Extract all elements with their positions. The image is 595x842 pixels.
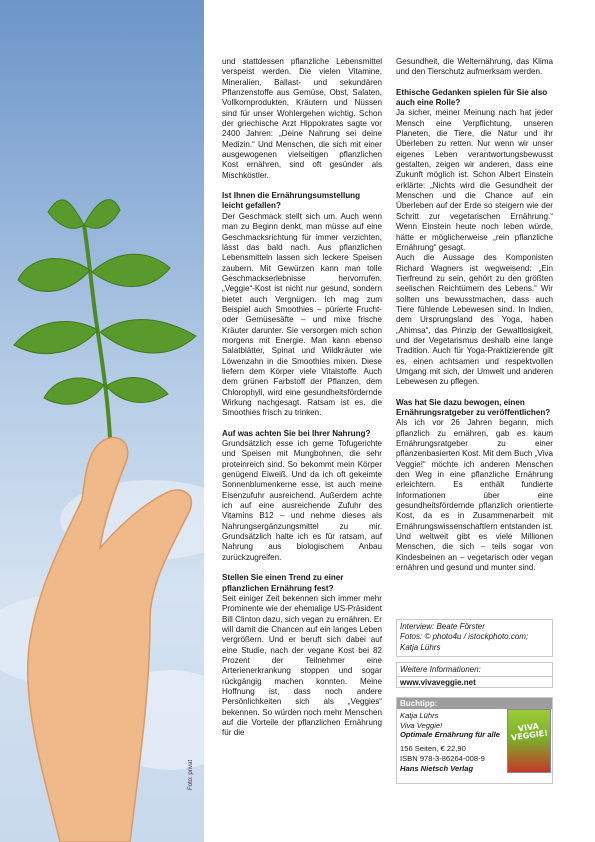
section-heading: Ethische Gedanken spielen für Sie also auch eine Rolle? — [396, 87, 548, 108]
photo-credit: Foto: privat — [188, 759, 194, 790]
article-column-left — [222, 57, 382, 739]
book-subtitle: Optimale Ernährung für alle — [400, 730, 501, 740]
photo-credits: Fotos: © photo4u / istockphoto.com; — [400, 632, 529, 642]
hero-photo — [0, 0, 204, 842]
book-tip-box — [396, 697, 553, 784]
book-cover-image — [507, 709, 551, 773]
paragraph: Gesundheit, die Welternährung, das Klima und den Tierschutz aufmerksam werden. — [396, 57, 553, 77]
paragraph: und stattdessen pflanzliche Lebensmittel verspeist werden. Die vielen Vitamine, Mineralien, Ballast- und sekundären Pflanzenstoffe aus Gemüse, Obst, Salaten, Vollkornprodukten, Kräutern und Nüssen sind für unser Wohlergehen wichtig. Schon der griechische Arzt Hippokrates sagte vor 2400 Jahren: „Deine Nahrung sei deine Medizin.“ Und Menschen, die sich mit einer ausgewogenen vielseitigen pflanzlichen Kost ernähren, sind oft gesünder als Mischköstler. — [222, 57, 382, 180]
paragraph: Auch die Aussage des Komponisten Richard Wagners ist wegweisend: „Ein Tierfreund zu sein, gehört zu den größten seelischen Reichtümern des Lebens.“ Wir sollten uns bewusstmachen, dass auch Tiere fühlende Lebewesen sind. In Indien, dem Ursprungsland des Yoga, haben „Ahimsa“, das Prinzip der Gewaltlosigkeit, und der Vegetarismus deshalb eine lange Tradition. Auch für Yoga-Praktizierende gilt es, einen achtsamen und respektvollen Umgang mit sich, der Umwelt und anderen Lebewesen zu pflegen. — [396, 253, 553, 387]
book-publisher: Hans Nietsch Verlag — [400, 763, 474, 773]
paragraph: Als ich vor 26 Jahren begann, mich pflanzlich zu ernähren, gab es kaum Ernährungsratgeber zu einer pflanzenbasierten Kost. Mit dem Buch „Viva Veggie!“ möchte ich anderen Menschen den Weg in eine pflanzliche Ernährung erleichtern. Es enthält fundierte Informationen über eine gesundheitsfördernde pflanzlich orientierte Kost, da es in Zusammenarbeit mit Ernährungswissenschaftlern entstanden ist. Und weltweit gibt es viele Millionen Menschen, die sich – teils sogar von Kindesbeinen an – vegetarisch oder vegan ernähren und gesund und munter sind. — [396, 418, 553, 573]
paragraph: Der Geschmack stellt sich um. Auch wenn man zu Beginn denkt, man müsse auf eine Geschmacksrichtung für immer verzichten, lässt das bald nach. Aus pflanzlichen Lebensmitteln lassen sich leckere Speisen zaubern. Mit Gewürzen kann man tolle Geschmackserlebnisse hervorrufen. „Veggie“-Kost ist nicht nur gesund, sondern bietet auch Vergnügen. Ich mag zum Beispiel auch Smoothies – pürierte Frucht- oder Gemüsesäfte – und mixe frische Kräuter darunter. Sie versorgen mich schon morgens mit Energie. Man kann ebenso Salatblätter, Spinat und Wildkräuter wie Löwenzahn in die Smoothies mixen. Diese liefern dem Körper viele Vitalstoffe. Auch dem grünen Farbstoff der Pflanzen, dem Chlorophyll, wird eine gesundheitsfördernde Wirkung nachgesagt. Ratsam ist es, die Smoothies frisch zu trinken. — [222, 211, 382, 418]
paragraph: Seit einiger Zeit bekennen sich immer mehr Prominente wie der ehemalige US-Präsident Bill Clinton dazu, sich vegan zu ernähren. Er will damit die Chancen auf ein langes Leben vergrößern. Und er beruft sich dabei auf eine Studie, nach der vegane Kost bei 82 Prozent der Teilnehmer eine Arterienerkrankung stoppen und sogar rückgängig machen konnten. Meine Hoffnung ist, dass noch andere Persönlichkeiten sich als „Veggies“ bekennen. So würden noch mehr Menschen auf die Vorteile der pflanzlichen Ernährung für die — [222, 593, 382, 738]
book-pages-price: 156 Seiten, € 22,90 — [400, 744, 466, 754]
book-cover-title: VIVA VEGGIE! — [510, 721, 549, 743]
more-info-label: Weitere Informationen: — [397, 665, 552, 677]
website-link[interactable]: www.vivaveggie.net — [400, 678, 476, 688]
book-author: Katja Lührs — [400, 711, 439, 720]
book-tip-header: Buchtipp: — [397, 698, 552, 709]
section-heading: Was hat Sie dazu bewogen, einen Ernährungsratgeber zu veröffentlichen? — [396, 397, 551, 417]
section-heading: Ist Ihnen die Ernährungsumstellung leicht gefallen? — [222, 191, 361, 211]
article-column-right — [396, 57, 553, 574]
book-title: Viva Veggie! — [400, 720, 443, 730]
paragraph: Grundsätzlich esse ich gerne Tofugerichte und Speisen mit Mungbohnen, die sehr proteinreich sind. So bekommt mein Körper genügend Eiweiß. Und da ich oft gekeimte Sonnenblumenkerne esse, ist auch meine Eisenzufuhr ausreichend. Außerdem achte ich auf eine ausreichende Zufuhr des Vitamins B12 – und nehme dieses als Nahrungsergänzungsmittel zu mir. Grundsätzlich halte ich es für ratsam, auf Nahrung aus biologischem Anbau zurückzugreifen. — [222, 439, 382, 562]
interview-credits-box — [396, 619, 553, 657]
section-heading: Stellen Sie einen Trend zu einer pflanzlichen Ernährung fest? — [222, 573, 344, 593]
more-info-box — [396, 662, 553, 688]
hand-with-mint-illustration — [0, 0, 204, 842]
book-isbn: ISBN 978-3-86264-008-9 — [400, 753, 485, 763]
interview-credit: Interview: Beate Förster — [400, 622, 485, 631]
section-heading: Auf was achten Sie bei Ihrer Nahrung? — [222, 428, 371, 438]
photo-credits-cont: Katja Lührs — [400, 642, 441, 652]
paragraph: Ja sicher, meiner Meinung nach hat jeder Mensch eine Verpflichtung, unseren Planeten, die Tiere, die Natur und ihr Überleben zu retten. Nur wenn wir unser eigenes Leben verantwortungsbewusst gestalten, zeigen wir anderen, dass eine Zukunft möglich ist. Schon Albert Einstein erklärte: „Nichts wird die Gesundheit der Menschen und die Chance auf ein Überleben auf der Erde so steigern wie der Schritt zur vegetarischen Ernährung.“ Wenn Einstein heute noch leben würde, hätte er möglicherweise „rein pflanzliche Ernährung“ gesagt. — [396, 108, 553, 252]
